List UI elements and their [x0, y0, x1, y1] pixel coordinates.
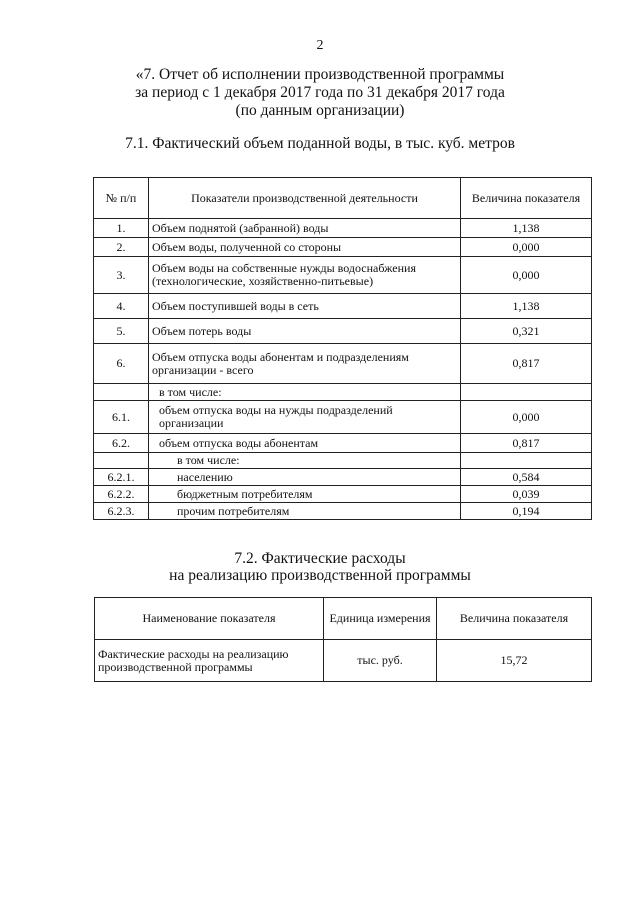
row-number: 2. — [94, 238, 149, 257]
row-value — [461, 453, 592, 469]
row-value — [461, 384, 592, 401]
row-label: населению — [149, 469, 461, 486]
row-value: 0,039 — [461, 486, 592, 503]
row-number: 6.2.3. — [94, 503, 149, 520]
table-row — [94, 453, 592, 469]
row-number: 6.2.1. — [94, 469, 149, 486]
section-71-title: 7.1. Фактический объем поданной воды, в тыс. куб. метров — [125, 135, 515, 152]
row-number: 6. — [94, 344, 149, 384]
column-header-value: Величина показателя — [437, 598, 592, 640]
column-header-num: № п/п — [94, 178, 149, 219]
row-value: 15,72 — [437, 640, 592, 682]
table-header-row — [95, 598, 592, 640]
row-label: Объем поднятой (забранной) воды — [149, 219, 461, 238]
row-value: 0,584 — [461, 469, 592, 486]
row-value: 0,817 — [461, 434, 592, 453]
row-number: 6.1. — [94, 401, 149, 434]
column-header-name: Наименование показателя — [95, 598, 324, 640]
row-number: 6.2. — [94, 434, 149, 453]
row-value: 0,817 — [461, 344, 592, 384]
report-title-line-3: (по данным организации) — [235, 102, 405, 119]
row-value: 0,000 — [461, 238, 592, 257]
table-row — [94, 469, 592, 486]
row-label: Объем отпуска воды абонентам и подразделениям организации - всего — [149, 344, 461, 384]
expenses-table — [94, 597, 592, 682]
column-header-unit: Единица измерения — [324, 598, 437, 640]
row-label: объем отпуска воды абонентам — [149, 434, 461, 453]
report-title-line-1: «7. Отчет об исполнении производственной программы — [135, 66, 505, 83]
row-label: Объем поступившей воды в сеть — [149, 294, 461, 319]
table-row — [94, 503, 592, 520]
row-value: 0,321 — [461, 319, 592, 344]
table-row — [94, 257, 592, 294]
row-number — [94, 453, 149, 469]
row-number: 3. — [94, 257, 149, 294]
row-label: в том числе: — [149, 384, 461, 401]
table-row — [94, 486, 592, 503]
water-volume-table — [93, 177, 592, 520]
table-row — [94, 238, 592, 257]
row-label: прочим потребителям — [149, 503, 461, 520]
table-header-row — [94, 178, 592, 219]
row-value: 0,000 — [461, 257, 592, 294]
report-title-line-2: за период с 1 декабря 2017 года по 31 декабря 2017 года — [135, 84, 505, 101]
row-value: 1,138 — [461, 294, 592, 319]
table-row — [94, 401, 592, 434]
row-value: 0,194 — [461, 503, 592, 520]
section-72-title-line-2: на реализацию производственной программы — [169, 567, 471, 584]
page-number: 2 — [316, 38, 324, 53]
table-row — [94, 219, 592, 238]
column-header-indicator: Показатели производственной деятельности — [149, 178, 461, 219]
table-row — [95, 640, 592, 682]
row-label: Объем воды, полученной со стороны — [149, 238, 461, 257]
section-72-title-line-1: 7.2. Фактические расходы — [234, 550, 406, 567]
row-label: Фактические расходы на реализацию производственной программы — [95, 640, 324, 682]
row-number — [94, 384, 149, 401]
row-unit: тыс. руб. — [324, 640, 437, 682]
row-label: бюджетным потребителям — [149, 486, 461, 503]
row-value: 0,000 — [461, 401, 592, 434]
table-row — [94, 294, 592, 319]
row-label: в том числе: — [149, 453, 461, 469]
table-row — [94, 319, 592, 344]
row-label: Объем воды на собственные нужды водоснабжения (технологические, хозяйственно-питьевые) — [149, 257, 461, 294]
row-number: 5. — [94, 319, 149, 344]
row-number: 6.2.2. — [94, 486, 149, 503]
row-number: 1. — [94, 219, 149, 238]
table-row — [94, 434, 592, 453]
row-number: 4. — [94, 294, 149, 319]
row-label: Объем потерь воды — [149, 319, 461, 344]
row-label: объем отпуска воды на нужды подразделений организации — [149, 401, 461, 434]
row-value: 1,138 — [461, 219, 592, 238]
column-header-value: Величина показателя — [461, 178, 592, 219]
table-row — [94, 384, 592, 401]
table-row — [94, 344, 592, 384]
